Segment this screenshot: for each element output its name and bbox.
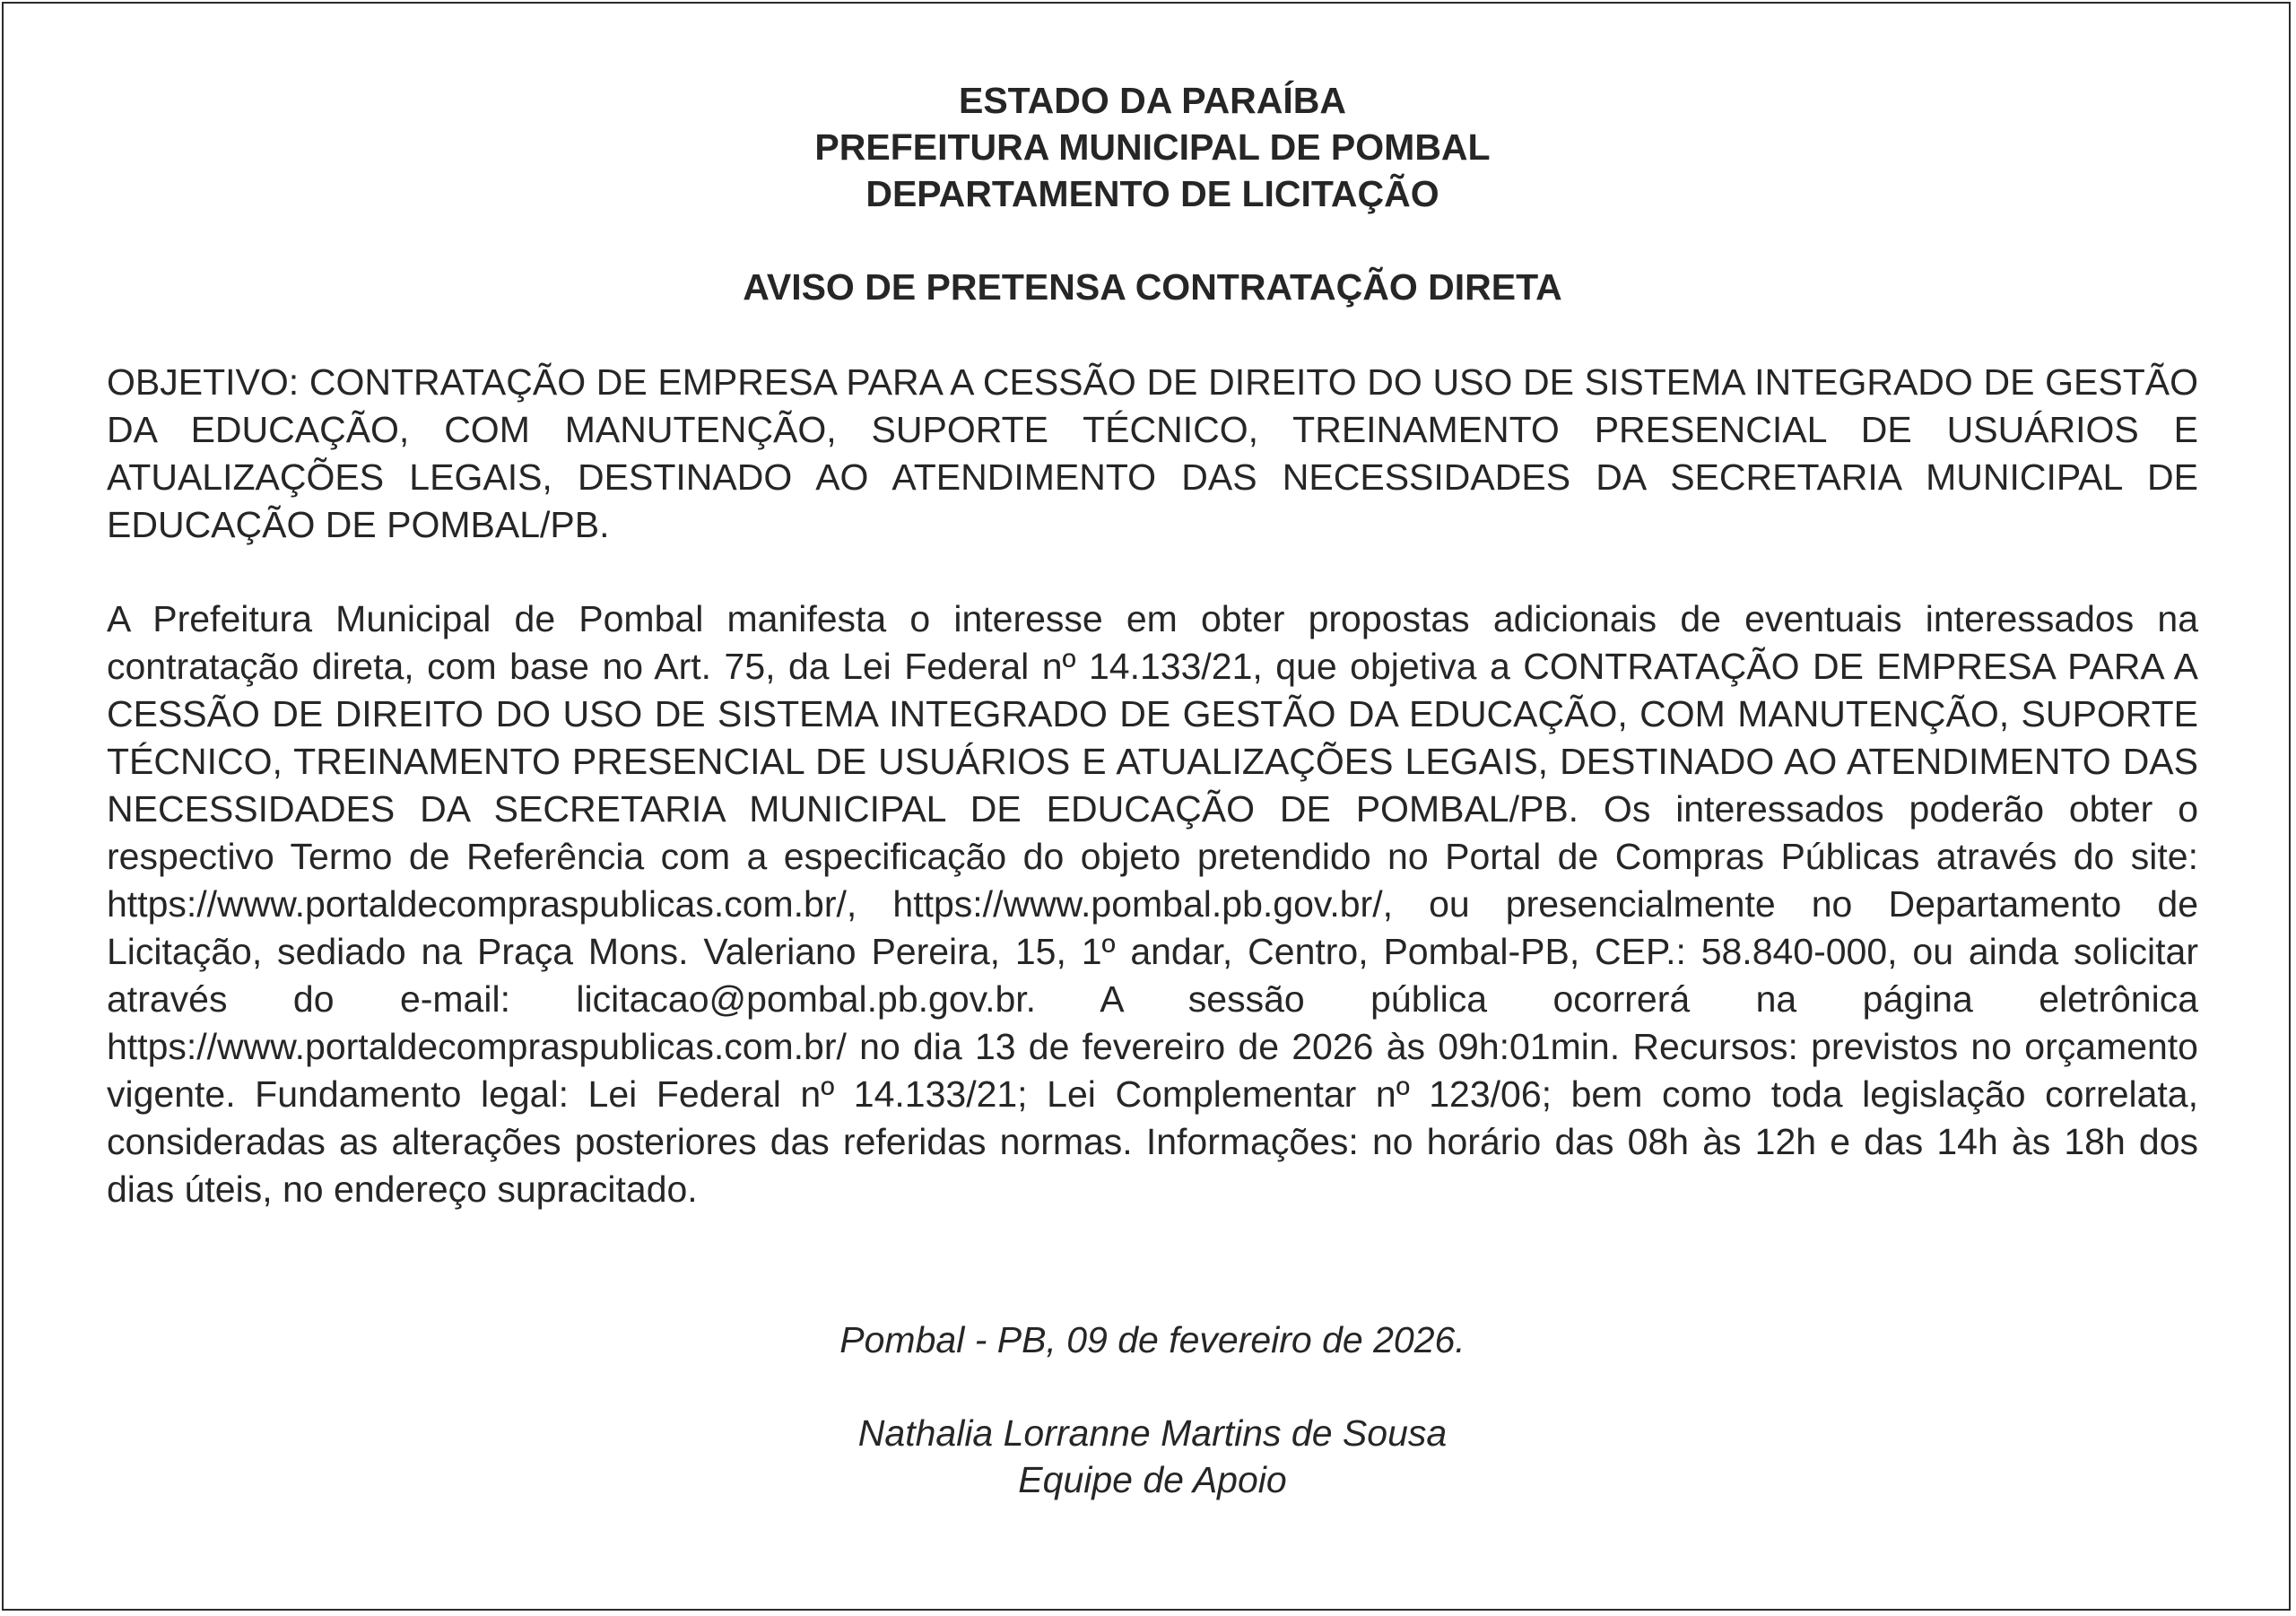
notice-content (107, 77, 2198, 1503)
notice-frame (2, 2, 2291, 1611)
municipality-name: PREFEITURA MUNICIPAL DE POMBAL (814, 126, 1491, 168)
objective-paragraph: OBJETIVO: CONTRATAÇÃO DE EMPRESA PARA A CESSÃO DE DIREITO DO USO DE SISTEMA INTEGRADO DE GESTÃO DA EDUCAÇÃO, COM MANUTENÇÃO, SUPORTE TÉCNICO, TREINAMENTO PRESENCIAL DE USUÁRIOS E ATUALIZAÇÕES LEGAIS, DESTINADO AO ATENDIMENTO DAS NECESSIDADES DA SECRETARIA MUNICIPAL DE EDUCAÇÃO DE POMBAL/PB. (107, 361, 2198, 545)
place-date: Pombal - PB, 09 de fevereiro de 2026. (839, 1319, 1465, 1360)
signer-role: Equipe de Apoio (1018, 1459, 1287, 1500)
notice-title: AVISO DE PRETENSA CONTRATAÇÃO DIRETA (743, 266, 1562, 308)
signer-name: Nathalia Lorranne Martins de Sousa (857, 1412, 1448, 1454)
body-paragraph: A Prefeitura Municipal de Pombal manifesta o interesse em obter propostas adicionais de eventuais interessados na contratação direta, com base no Art. 75, da Lei Federal nº 14.133/21, que objetiva a CONTRATAÇÃO DE EMPRESA PARA A CESSÃO DE DIREITO DO USO DE SISTEMA INTEGRADO DE GESTÃO DA EDUCAÇÃO, COM MANUTENÇÃO, SUPORTE TÉCNICO, TREINAMENTO PRESENCIAL DE USUÁRIOS E ATUALIZAÇÕES LEGAIS, DESTINADO AO ATENDIMENTO DAS NECESSIDADES DA SECRETARIA MUNICIPAL DE EDUCAÇÃO DE POMBAL/PB. Os interessados poderão obter o respectivo Termo de Referência com a especificação do objeto pretendido no Portal de Compras Públicas através do site: https://www.portaldecompraspublicas.com.br/, https://www.pombal.pb.gov.br/, ou presencialmente no Departamento de Licitação, sediado na Praça Mons. Valeriano Pereira, 15, 1º andar, Centro, Pombal-PB, CEP.: 58.840-000, ou ainda solicitar através do e-mail: licitacao@pombal.pb.gov.br. A sessão pública ocorrerá na página eletrônica https://www.portaldecompraspublicas.com.br/ no dia 13 de fevereiro de 2026 às 09h:01min. Recursos: previstos no orçamento vigente. Fundamento legal: Lei Federal nº 14.133/21; Lei Complementar nº 123/06; bem como toda legislação correlata, consideradas as alterações posteriores das referidas normas. Informações: no horário das 08h às 12h e das 14h às 18h dos dias úteis, no endereço supracitado. (107, 598, 2198, 1210)
letterhead (107, 77, 2198, 217)
department-name: DEPARTAMENTO DE LICITAÇÃO (865, 173, 1439, 214)
state-name: ESTADO DA PARAÍBA (958, 80, 1347, 121)
